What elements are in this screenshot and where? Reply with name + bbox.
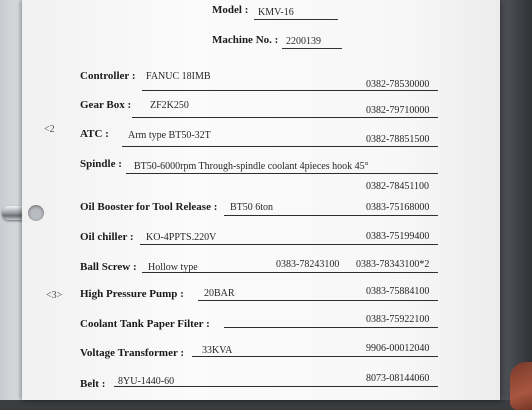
underline	[142, 90, 438, 91]
underline	[126, 173, 438, 174]
spec-row-coolant-filter	[80, 314, 440, 338]
model-value: KMV-16	[254, 7, 338, 20]
spec-row-high-pressure-pump	[80, 288, 440, 308]
row-value: KO-4PPTS.220V	[146, 232, 217, 243]
spec-row-spindle	[80, 158, 440, 194]
row-label: Controller :	[80, 70, 136, 82]
part-code: 0383-75168000	[366, 202, 430, 213]
spec-row-oil-booster	[80, 201, 440, 221]
part-code: 0382-78530000	[366, 79, 430, 90]
spec-sheet	[22, 0, 500, 400]
spec-row-oil-chiller	[80, 231, 440, 251]
row-value: BT50 6ton	[230, 202, 274, 213]
underline	[192, 356, 438, 357]
part-code: 8073-08144060	[366, 373, 430, 384]
row-value: ZF2K250	[150, 100, 189, 111]
spec-row-gear-box	[80, 99, 440, 119]
machine-no-label: Machine No. :	[212, 34, 279, 46]
background-edge	[500, 0, 532, 400]
row-value: Arm type BT50-32T	[128, 130, 211, 141]
part-code: 0383-75922100	[366, 314, 430, 325]
underline	[198, 300, 438, 301]
underline	[140, 244, 438, 245]
spec-row-controller	[80, 70, 440, 90]
spec-row-atc	[80, 128, 440, 148]
row-value: Hollow type	[148, 262, 198, 273]
spec-row-ball-screw	[80, 261, 440, 281]
row-label: Belt :	[80, 378, 106, 390]
row-value: BT50-6000rpm Through-spindle coolant 4pieces hook 45°	[134, 161, 369, 172]
part-code: 0383-78243100	[276, 259, 340, 270]
underline	[224, 327, 438, 328]
thumb	[510, 362, 532, 410]
row-value: 8YU-1440-60	[118, 376, 175, 387]
punch-hole	[28, 205, 44, 221]
part-code: 0382-79710000	[366, 105, 430, 116]
underline	[142, 272, 438, 273]
underline	[132, 117, 438, 118]
part-code: 0383-75884100	[366, 286, 430, 297]
part-code: 0383-78343100*2	[356, 259, 430, 270]
part-code: 9906-00012040	[366, 343, 430, 354]
row-value: 33KVA	[202, 345, 233, 356]
row-label: Oil Booster for Tool Release :	[80, 201, 218, 213]
margin-mark: <3>	[46, 290, 63, 301]
part-code: 0382-78851500	[366, 134, 430, 145]
model-label: Model :	[212, 4, 249, 16]
row-label: ATC :	[80, 128, 109, 140]
row-value: 20BAR	[204, 288, 235, 299]
margin-mark: <2	[44, 124, 55, 135]
part-code: 0383-75199400	[366, 231, 430, 242]
part-code: 0382-78451100	[366, 181, 429, 192]
row-label: Spindle :	[80, 158, 122, 170]
row-value: FANUC 18IMB	[146, 71, 211, 82]
row-label: Coolant Tank Paper Filter :	[80, 318, 210, 330]
row-label: Gear Box :	[80, 99, 132, 111]
machine-no-value: 2200139	[282, 36, 342, 49]
underline	[224, 215, 438, 216]
row-label: High Pressure Pump :	[80, 288, 184, 300]
underline	[114, 386, 438, 387]
row-label: Voltage Transformer :	[80, 347, 185, 359]
row-label: Oil chiller :	[80, 231, 134, 243]
row-label: Ball Screw :	[80, 261, 137, 273]
spec-row-voltage-transformer	[80, 343, 440, 367]
spec-row-belt	[80, 373, 440, 398]
underline	[122, 146, 438, 147]
